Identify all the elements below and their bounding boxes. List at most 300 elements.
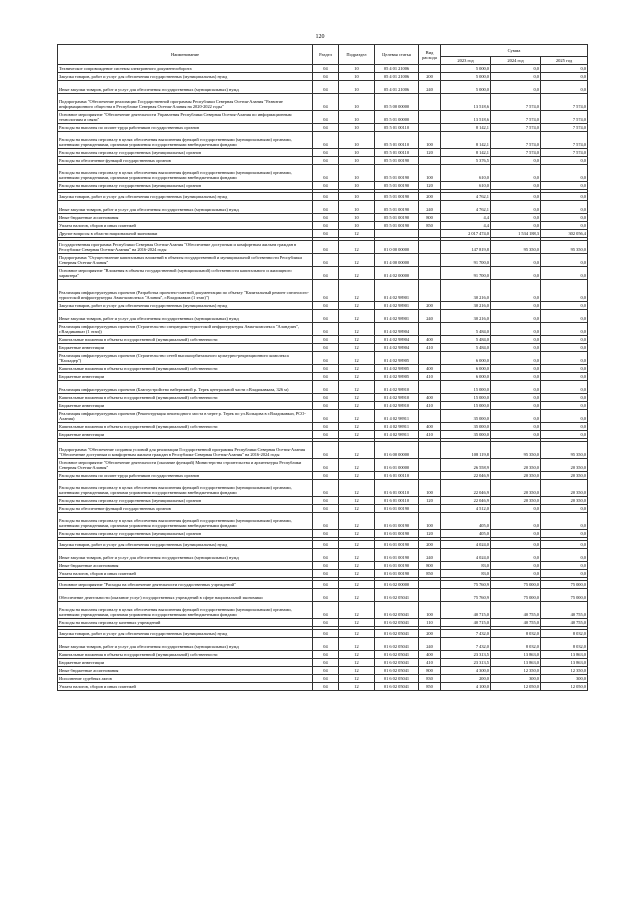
cell-sum-2025: 0,0 [541,549,588,562]
cell-expense-type: 850 [419,222,441,230]
cell-name: Уплата налогов, сборов и иных платежей [58,683,313,691]
cell-target-article: 05 5 00 00000 [375,94,419,111]
cell-podrazdel: 10 [339,214,375,222]
cell-sum-2024: 0,0 [491,562,541,570]
table-row [58,410,588,423]
cell-sum-2024: 0,0 [491,201,541,214]
table-row [58,214,588,222]
cell-razdel: 04 [313,344,339,352]
budget-table [57,44,588,691]
cell-name: Расходы на выплаты персоналу государственных (муниципальных) органов [58,530,313,538]
cell-target-article: 01 0 00 00000 [375,241,419,254]
cell-podrazdel: 10 [339,124,375,132]
cell-sum-2025: 7 574,0 [541,124,588,132]
cell-podrazdel: 12 [339,589,375,602]
cell-name: Уплата налогов, сборов и иных платежей [58,222,313,230]
cell-podrazdel: 12 [339,381,375,394]
cell-razdel: 04 [313,73,339,81]
cell-target-article: 01 6 02 05041 [375,589,419,602]
cell-sum-2025: 0,0 [541,193,588,201]
cell-target-article: 01 4 02 98910 [375,381,419,394]
cell-expense-type [419,581,441,589]
cell-name: Иные закупки товаров, работ и услуг для обеспечения государственных (муниципальных) нужд [58,310,313,323]
cell-expense-type: 100 [419,513,441,530]
cell-target-article: 05 4 01 21006 [375,65,419,73]
cell-razdel: 04 [313,193,339,201]
cell-target-article: 01 6 01 00000 [375,459,419,472]
cell-sum-2024: 0,0 [491,513,541,530]
cell-razdel: 04 [313,241,339,254]
cell-sum-2024: 13 863,0 [491,651,541,659]
table-row [58,423,588,431]
cell-expense-type: 200 [419,302,441,310]
cell-sum-2024: 0,0 [491,254,541,267]
cell-podrazdel: 12 [339,651,375,659]
cell-sum-2023: 91 700,0 [441,254,491,267]
cell-sum-2024: 0,0 [491,394,541,402]
cell-sum-2024: 0,0 [491,222,541,230]
table-row [58,352,588,365]
cell-podrazdel: 10 [339,165,375,182]
cell-sum-2023: 35 000,0 [441,431,491,439]
table-row [58,373,588,381]
table-row [58,230,588,238]
cell-sum-2024: 0,0 [491,344,541,352]
cell-sum-2024: 40 755,0 [491,602,541,619]
cell-name: Закупка товаров, работ и услуг для обеспечения государственных (муниципальных) нужд [58,541,313,549]
cell-podrazdel: 12 [339,323,375,336]
cell-podrazdel: 12 [339,638,375,651]
cell-sum-2024: 0,0 [491,352,541,365]
cell-podrazdel: 10 [339,149,375,157]
cell-sum-2023: 83,0 [441,570,491,578]
cell-sum-2024: 0,0 [491,505,541,513]
cell-name: Расходы на выплаты персоналу в целях обеспечения выполнения функций государственными (муниципальными) органами, казенными учреждениями, органами управления государственными внебюджетными фондами [58,513,313,530]
header-target-article: Целевая статья [375,45,419,65]
cell-target-article: 01 6 01 00190 [375,513,419,530]
table-row [58,442,588,459]
cell-expense-type: 100 [419,480,441,497]
cell-sum-2023: 5 484,0 [441,344,491,352]
cell-razdel: 04 [313,431,339,439]
cell-razdel: 04 [313,323,339,336]
cell-target-article: 01 6 01 00190 [375,549,419,562]
table-row [58,459,588,472]
cell-name: Бюджетные инвестиции [58,659,313,667]
cell-target-article: 01 4 02 00000 [375,267,419,280]
cell-razdel: 04 [313,402,339,410]
cell-name: Расходы на обеспечение функций государственных органов [58,157,313,165]
cell-name: Подпрограмма "Обеспечение создания условий для реализации Государственной программы Республики Северная Осетия-Алания "Обеспечение доступным и комфортным жильем граждан в Республике Северная Осетия-Алания" на 2016-2024 годы [58,442,313,459]
cell-sum-2024: 0,0 [491,570,541,578]
cell-sum-2024: 0,0 [491,182,541,190]
cell-sum-2023: 15 000,0 [441,394,491,402]
cell-sum-2023: 5 484,0 [441,323,491,336]
cell-podrazdel: 12 [339,459,375,472]
cell-expense-type: 110 [419,619,441,627]
cell-sum-2023: 22 046,9 [441,472,491,480]
cell-razdel: 04 [313,310,339,323]
cell-name: Расходы на выплаты персоналу казенных учреждений [58,619,313,627]
cell-expense-type: 120 [419,182,441,190]
cell-target-article: 01 4 02 98904 [375,323,419,336]
cell-target-article: 01 4 02 98911 [375,431,419,439]
cell-name: Основное мероприятие "Вложения в объекты государственной (муниципальной) собственности капитального и жилищного характера" [58,267,313,280]
cell-podrazdel: 10 [339,201,375,214]
cell-name: Закупка товаров, работ и услуг для обеспечения государственных (муниципальных) нужд [58,193,313,201]
table-row [58,182,588,190]
table-row [58,124,588,132]
cell-sum-2025: 7 574,0 [541,111,588,124]
cell-name: Расходы на выплаты персоналу в целях обеспечения выполнения функций государственными (муниципальными) органами, казенными учреждениями, органами управления государственными внебюджетными фондами [58,165,313,182]
cell-sum-2023: 6 000,0 [441,365,491,373]
cell-razdel: 04 [313,201,339,214]
cell-name: Бюджетные инвестиции [58,431,313,439]
table-row [58,562,588,570]
table-row [58,81,588,94]
cell-razdel: 04 [313,381,339,394]
cell-expense-type: 410 [419,373,441,381]
cell-sum-2023: 6 000,0 [441,373,491,381]
cell-sum-2023: 23 313,5 [441,659,491,667]
cell-sum-2023: 91 700,0 [441,267,491,280]
cell-name: Иные бюджетные ассигнования [58,214,313,222]
cell-sum-2023: 8 142,1 [441,124,491,132]
cell-sum-2025: 0,0 [541,182,588,190]
cell-podrazdel: 12 [339,549,375,562]
table-row [58,280,588,302]
cell-name: Иные закупки товаров, работ и услуг для обеспечения государственных (муниципальных) нужд [58,638,313,651]
cell-razdel: 04 [313,182,339,190]
cell-expense-type: 100 [419,132,441,149]
header-razdel: Раздел [313,45,339,65]
cell-expense-type [419,589,441,602]
cell-sum-2025: 0,0 [541,570,588,578]
cell-expense-type: 240 [419,638,441,651]
cell-name: Основное мероприятие "Обеспечение деятельности Управления Республики Северная Осетия-Алания по информационным технологиям и связи" [58,111,313,124]
cell-target-article: 01 6 02 05041 [375,602,419,619]
cell-razdel: 04 [313,505,339,513]
cell-sum-2024: 0,0 [491,381,541,394]
cell-sum-2025: 0,0 [541,267,588,280]
cell-razdel: 04 [313,562,339,570]
cell-target-article: 01 4 02 98901 [375,310,419,323]
cell-sum-2025: 7 574,0 [541,149,588,157]
cell-sum-2024: 0,0 [491,323,541,336]
cell-sum-2023: 5 000,0 [441,73,491,81]
cell-name: Реализация инфраструктурных проектов (Строительство сетей высокоорбитального культурно-рекреационного комплекса "Каскадер") [58,352,313,365]
cell-sum-2025: 8 032,0 [541,638,588,651]
cell-sum-2024: 7 574,0 [491,132,541,149]
cell-sum-2023: 40 715,0 [441,619,491,627]
table-row [58,254,588,267]
cell-sum-2025: 75 000,0 [541,581,588,589]
cell-razdel: 04 [313,280,339,302]
cell-sum-2025: 0,0 [541,381,588,394]
cell-razdel: 04 [313,602,339,619]
cell-expense-type: 100 [419,165,441,182]
cell-podrazdel: 12 [339,442,375,459]
cell-razdel: 04 [313,675,339,683]
cell-expense-type [419,230,441,238]
cell-target-article: 01 6 02 05041 [375,683,419,691]
cell-target-article: 01 4 02 98905 [375,373,419,381]
cell-razdel: 04 [313,630,339,638]
table-row [58,193,588,201]
cell-name: Иные закупки товаров, работ и услуг для обеспечения государственных (муниципальных) нужд [58,201,313,214]
cell-target-article: 01 6 02 05041 [375,630,419,638]
table-row [58,472,588,480]
cell-name: Подпрограмма "Осуществление капитальных вложений в объекты государственной и муниципальной собственности Республики Северная Осетия-Алания" [58,254,313,267]
cell-target-article: 01 4 02 98901 [375,280,419,302]
cell-expense-type: 800 [419,562,441,570]
cell-expense-type: 200 [419,541,441,549]
cell-razdel: 04 [313,472,339,480]
cell-sum-2023: 15 000,0 [441,381,491,394]
cell-sum-2025: 0,0 [541,513,588,530]
table-row [58,365,588,373]
cell-podrazdel: 12 [339,683,375,691]
cell-sum-2024: 0,0 [491,280,541,302]
cell-sum-2025: 0,0 [541,73,588,81]
cell-target-article: 01 6 02 05041 [375,638,419,651]
cell-podrazdel: 12 [339,659,375,667]
cell-target-article: 01 4 00 00000 [375,254,419,267]
cell-expense-type [419,157,441,165]
cell-target-article: 01 6 01 00110 [375,497,419,505]
cell-sum-2023: 4 100,0 [441,683,491,691]
cell-sum-2024: 0,0 [491,193,541,201]
cell-target-article: 01 4 02 98911 [375,410,419,423]
cell-podrazdel: 10 [339,73,375,81]
cell-name: Капитальные вложения в объекты государственной (муниципальной) собственности [58,336,313,344]
cell-sum-2025: 7 574,0 [541,94,588,111]
cell-sum-2025: 0,0 [541,81,588,94]
cell-podrazdel: 12 [339,302,375,310]
cell-expense-type [419,280,441,302]
cell-target-article: 05 5 01 00000 [375,111,419,124]
cell-razdel: 04 [313,459,339,472]
cell-sum-2023: 8 142,1 [441,149,491,157]
cell-razdel: 04 [313,157,339,165]
table-row [58,638,588,651]
cell-podrazdel: 12 [339,410,375,423]
cell-name: Бюджетные инвестиции [58,373,313,381]
cell-sum-2023: 5 000,0 [441,65,491,73]
cell-sum-2023: 4,4 [441,222,491,230]
cell-name: Исполнение судебных актов [58,675,313,683]
cell-name: Подпрограмма "Обеспечение реализации Государственной программы Республики Северная Осетия-Алания "Развитие информационного общества в Республике Северная Осетия-Алания на 2020-2022 годы" [58,94,313,111]
cell-sum-2025: 0,0 [541,530,588,538]
cell-sum-2023: 75 760,9 [441,589,491,602]
cell-razdel: 04 [313,124,339,132]
cell-razdel: 04 [313,651,339,659]
cell-sum-2023: 40 715,0 [441,602,491,619]
table-row [58,267,588,280]
cell-name: Расходы на выплаты по оплате труда работников государственных органов [58,124,313,132]
table-header [58,45,588,65]
table-row [58,94,588,111]
cell-sum-2023: 5 376,5 [441,157,491,165]
table-row [58,111,588,124]
table-row [58,541,588,549]
cell-sum-2024: 40 755,0 [491,619,541,627]
cell-sum-2023: 108 119,8 [441,442,491,459]
cell-podrazdel: 12 [339,394,375,402]
cell-sum-2025: 40 755,0 [541,619,588,627]
cell-sum-2025: 0,0 [541,201,588,214]
cell-sum-2024: 8 032,0 [491,638,541,651]
cell-sum-2023: 7 432,0 [441,630,491,638]
cell-target-article: 05 4 01 21006 [375,81,419,94]
cell-sum-2023: 5 484,0 [441,336,491,344]
cell-sum-2024: 7 574,0 [491,94,541,111]
cell-podrazdel: 12 [339,667,375,675]
cell-podrazdel: 12 [339,480,375,497]
cell-sum-2025: 0,0 [541,562,588,570]
cell-name: Расходы на выплаты персоналу в целях обеспечения выполнения функций государственными (муниципальными) органами, казенными учреждениями, органами управления государственными внебюджетными фондами [58,602,313,619]
cell-expense-type [419,254,441,267]
cell-sum-2025: 0,0 [541,165,588,182]
cell-razdel: 04 [313,497,339,505]
cell-sum-2025: 0,0 [541,541,588,549]
cell-podrazdel: 12 [339,472,375,480]
cell-expense-type [419,267,441,280]
cell-sum-2024: 0,0 [491,267,541,280]
cell-expense-type [419,94,441,111]
cell-razdel: 04 [313,230,339,238]
cell-razdel: 04 [313,222,339,230]
cell-sum-2025: 20 350,0 [541,497,588,505]
cell-name: Иные бюджетные ассигнования [58,667,313,675]
cell-expense-type: 200 [419,630,441,638]
header-year-2025: 2025 год [541,57,588,65]
cell-sum-2025: 0,0 [541,336,588,344]
table-row [58,505,588,513]
cell-podrazdel: 12 [339,365,375,373]
cell-target-article: 01 6 02 05041 [375,619,419,627]
cell-target-article: 01 6 01 00190 [375,530,419,538]
cell-sum-2023: 7 432,0 [441,638,491,651]
cell-sum-2024: 75 000,0 [491,589,541,602]
cell-name: Бюджетные инвестиции [58,402,313,410]
cell-sum-2025: 0,0 [541,310,588,323]
cell-sum-2023: 610,0 [441,182,491,190]
table-row [58,344,588,352]
cell-podrazdel: 12 [339,675,375,683]
cell-sum-2024: 7 574,0 [491,124,541,132]
cell-target-article: 01 6 01 00190 [375,562,419,570]
cell-expense-type: 410 [419,431,441,439]
table-row [58,619,588,627]
cell-name: Основное мероприятие "Обеспечение деятельности (оказание функций) Министерства строительства и архитектуры Республики Северная Осетия-Алания" [58,459,313,472]
cell-expense-type: 120 [419,497,441,505]
cell-name: Реализация инфраструктурных проектов (Строительство спецмедико-туристской инфраструктуры Авиа-комплекса "Аландчич", г.Владикавказ (1 этап)) [58,323,313,336]
cell-razdel: 04 [313,94,339,111]
cell-sum-2025: 0,0 [541,222,588,230]
cell-sum-2025: 75 000,0 [541,589,588,602]
cell-podrazdel: 12 [339,336,375,344]
cell-name: Реализация инфраструктурных проектов (Реконструкция пешеходного моста в черте р. Терек по ул.Кольцова в г.Владикавказ, РСО-Алания) [58,410,313,423]
table-row [58,165,588,182]
header-podrazdel: Подраздел [339,45,375,65]
cell-podrazdel: 10 [339,157,375,165]
cell-target-article: 01 6 01 00110 [375,472,419,480]
cell-razdel: 04 [313,81,339,94]
cell-sum-2023: 4 762,1 [441,193,491,201]
cell-sum-2024: 12 350,0 [491,667,541,675]
cell-sum-2025: 0,0 [541,365,588,373]
cell-name: Бюджетные инвестиции [58,344,313,352]
cell-sum-2025: 8 032,0 [541,630,588,638]
cell-sum-2023: 22 046,9 [441,497,491,505]
cell-target-article: 01 4 02 98905 [375,352,419,365]
cell-sum-2023: 30 216,0 [441,310,491,323]
table-row [58,651,588,659]
cell-target-article: 05 5 01 00110 [375,149,419,157]
header-expense-type: Вид расхода [419,45,441,65]
table-row [58,602,588,619]
cell-name: Основное мероприятие "Расходы на обеспечение деятельности государственных учреждений" [58,581,313,589]
cell-sum-2024: 0,0 [491,73,541,81]
cell-target-article: 01 4 02 98905 [375,365,419,373]
cell-razdel: 04 [313,589,339,602]
cell-podrazdel: 10 [339,222,375,230]
table-row [58,157,588,165]
table-row [58,201,588,214]
cell-sum-2023: 4 024,0 [441,549,491,562]
cell-razdel: 04 [313,365,339,373]
table-row [58,222,588,230]
cell-sum-2025: 7 574,0 [541,132,588,149]
table-row [58,323,588,336]
cell-target-article: 01 4 02 98911 [375,423,419,431]
cell-podrazdel: 12 [339,423,375,431]
cell-razdel: 04 [313,513,339,530]
cell-expense-type [419,472,441,480]
page-number: 120 [315,34,325,40]
cell-sum-2023: 35 000,0 [441,410,491,423]
cell-sum-2024: 0,0 [491,365,541,373]
cell-sum-2024: 75 000,0 [491,581,541,589]
cell-razdel: 04 [313,442,339,459]
cell-razdel: 04 [313,165,339,182]
cell-sum-2023: 8 142,1 [441,132,491,149]
cell-razdel: 04 [313,423,339,431]
cell-expense-type: 100 [419,602,441,619]
cell-podrazdel: 12 [339,267,375,280]
cell-expense-type [419,124,441,132]
cell-razdel: 04 [313,638,339,651]
cell-sum-2023: 30 216,0 [441,280,491,302]
cell-razdel: 04 [313,659,339,667]
cell-podrazdel: 12 [339,310,375,323]
table-row [58,241,588,254]
table-row [58,659,588,667]
cell-sum-2025: 0,0 [541,352,588,365]
cell-expense-type [419,442,441,459]
cell-name: Капитальные вложения в объекты государственной (муниципальной) собственности [58,423,313,431]
cell-expense-type: 120 [419,149,441,157]
cell-podrazdel: 10 [339,111,375,124]
cell-razdel: 04 [313,541,339,549]
cell-sum-2023: 147 819,8 [441,241,491,254]
cell-name: Техническое сопровождение системы электронного документооборота [58,65,313,73]
cell-sum-2024: 20 350,0 [491,497,541,505]
cell-name: Расходы на выплаты персоналу государственных (муниципальных) органов [58,497,313,505]
cell-sum-2025: 0,0 [541,423,588,431]
cell-sum-2024: 20 350,0 [491,459,541,472]
